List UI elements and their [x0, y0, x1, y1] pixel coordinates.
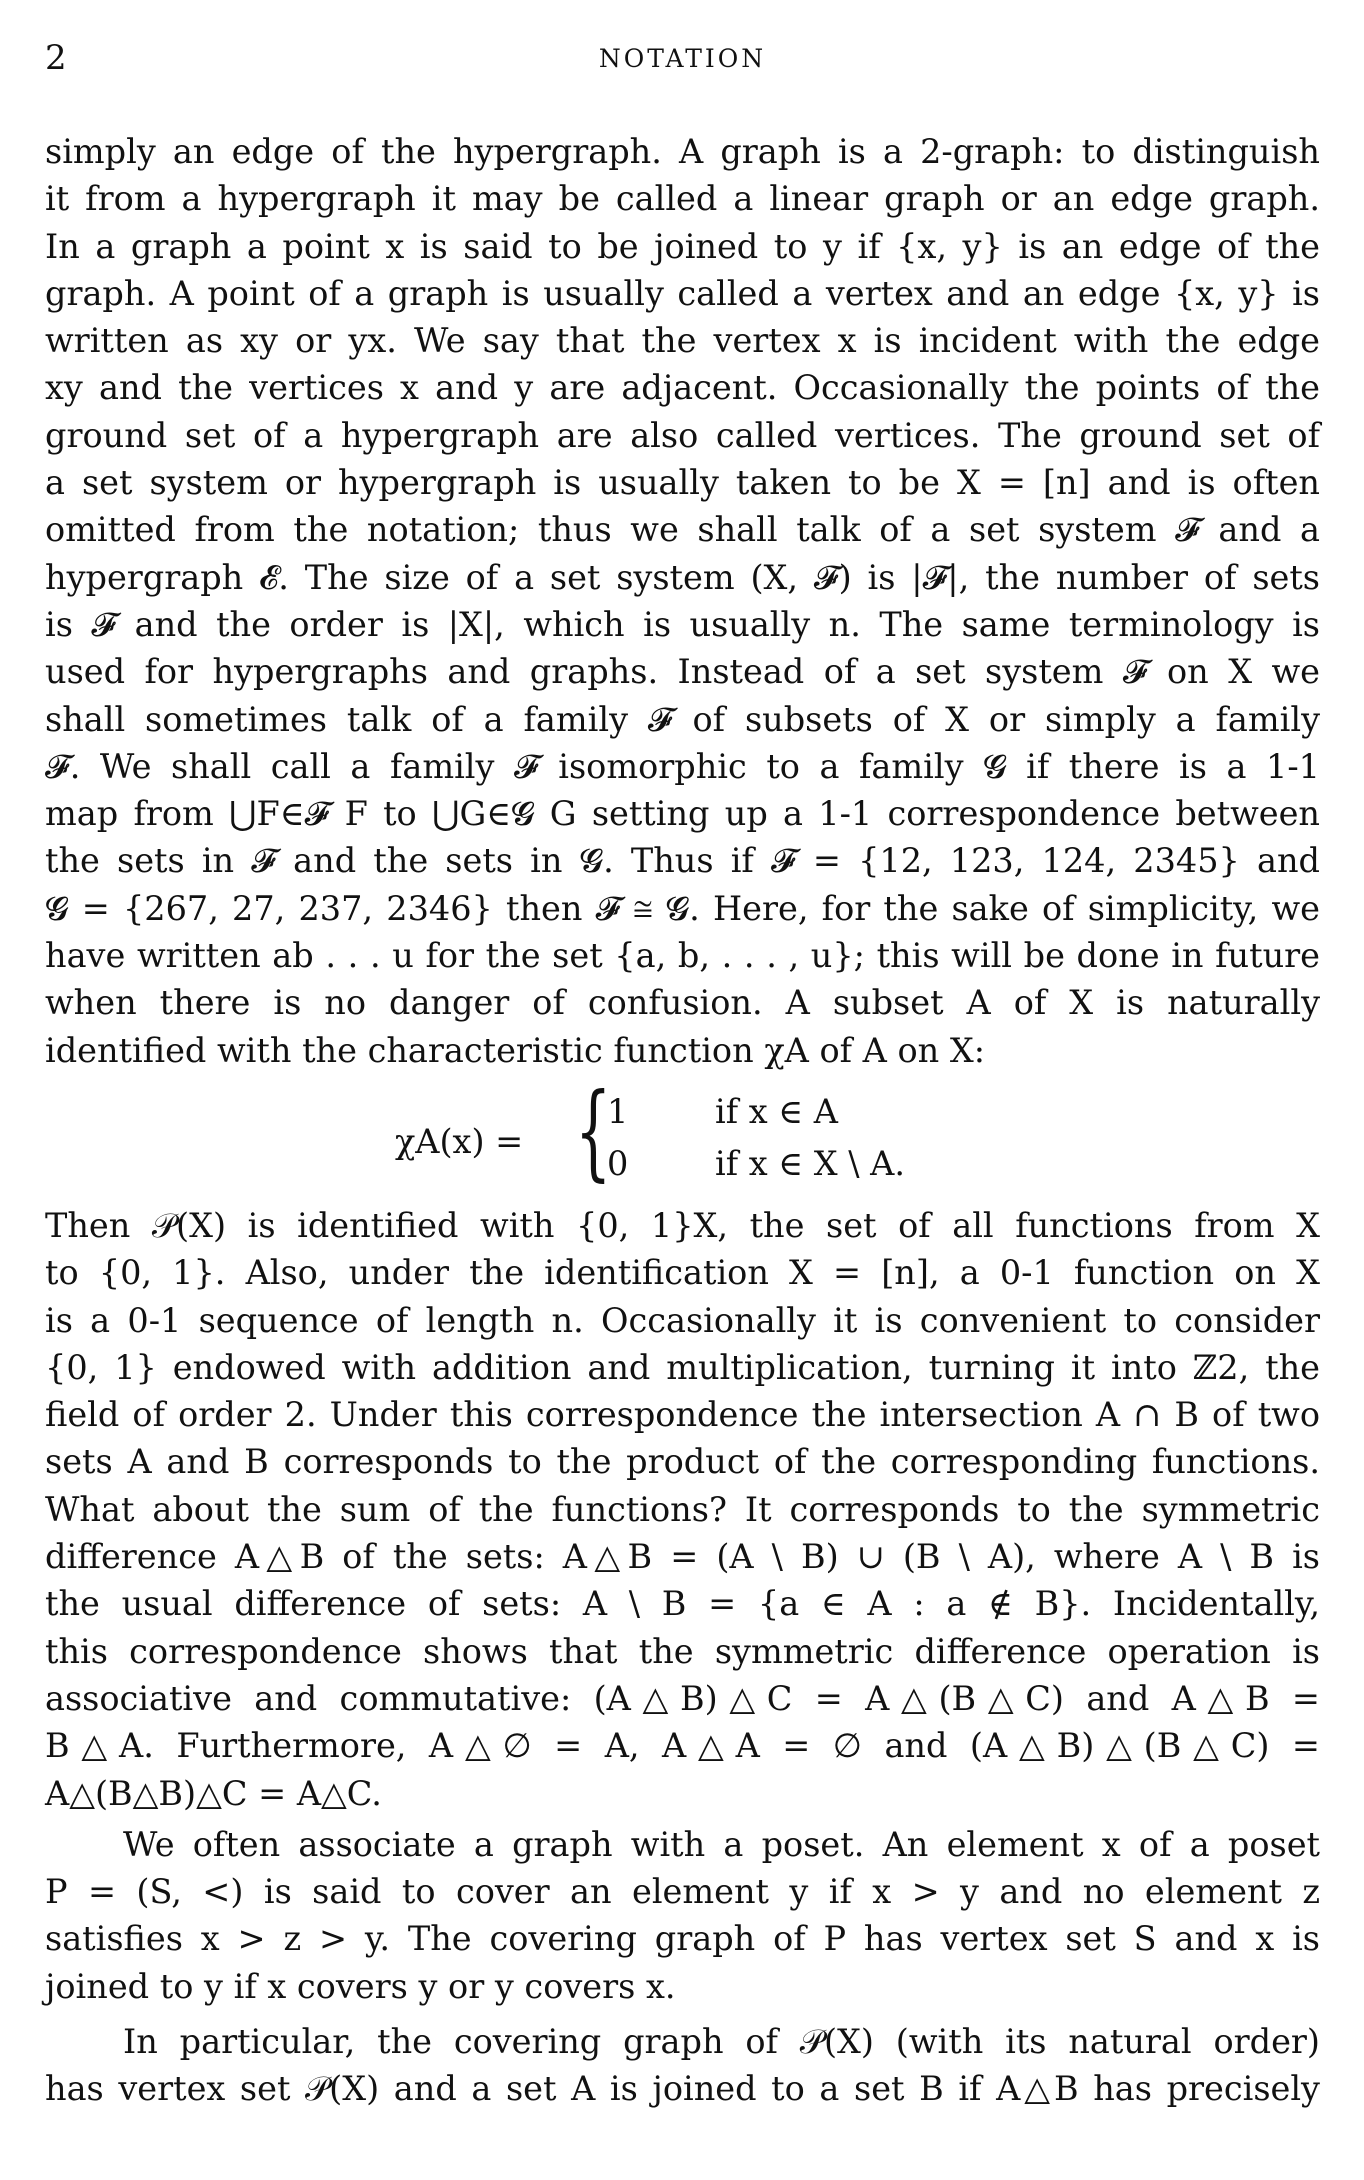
text-line: Then 𝒫(X) is identified with {0, 1}X, the set of all functions from X: [45, 1205, 1320, 1245]
text-line: {0, 1} endowed with addition and multiplication, turning it into ℤ2, the: [45, 1347, 1320, 1387]
text-line: when there is no danger of confusion. A subset A of X is naturally: [45, 983, 1320, 1023]
text-line: ground set of a hypergraph are also called vertices. The ground set of: [45, 415, 1320, 455]
case-value: 0: [607, 1143, 629, 1183]
text-line: it from a hypergraph it may be called a linear graph or an edge graph.: [45, 179, 1320, 219]
equation-lhs: χA(x) =: [395, 1121, 524, 1161]
paragraph-1: [45, 128, 1320, 1074]
text-line: associative and commutative: (A△B)△C = A△(B△C) and A△B =: [45, 1678, 1320, 1718]
text-line: graph. A point of a graph is usually called a vertex and an edge {x, y} is: [45, 273, 1320, 313]
text-line: In a graph a point x is said to be joined to y if {x, y} is an edge of the: [45, 226, 1320, 266]
case-condition: if x ∈ A: [715, 1091, 838, 1131]
text-line: field of order 2. Under this correspondence the intersection A ∩ B of two: [45, 1395, 1320, 1435]
text-line: satisfies x > z > y. The covering graph of P has vertex set S and x is: [45, 1919, 1320, 1959]
equation-case-1: [607, 1088, 838, 1135]
paragraph-2: [45, 1202, 1320, 1817]
text-line: used for hypergraphs and graphs. Instead of a set system 𝓕 on X we: [45, 652, 1320, 692]
text-line: the sets in 𝓕 and the sets in 𝓖. Thus if 𝓕 = {12, 123, 124, 2345} and: [45, 841, 1320, 881]
case-condition: if x ∈ X \ A.: [715, 1143, 906, 1183]
text-line: hypergraph 𝓔. The size of a set system (X, 𝓕) is |𝓕|, the number of sets: [45, 557, 1320, 597]
text-line: shall sometimes talk of a family 𝓕 of subsets of X or simply a family: [45, 699, 1320, 739]
text-line: omitted from the notation; thus we shall talk of a set system 𝓕 and a: [45, 510, 1320, 550]
text-line: this correspondence shows that the symmetric difference operation is: [45, 1631, 1320, 1671]
text-line: is 𝓕 and the order is |X|, which is usually n. The same terminology is: [45, 604, 1320, 644]
text-line: 𝓕. We shall call a family 𝓕 isomorphic to a family 𝓖 if there is a 1-1: [45, 746, 1320, 786]
text-line: sets A and B corresponds to the product of the corresponding functions.: [45, 1442, 1320, 1482]
text-line: simply an edge of the hypergraph. A graph is a 2-graph: to distinguish: [45, 132, 1320, 171]
text-line: 𝓖 = {267, 27, 237, 2346} then 𝓕 ≅ 𝓖. Here, for the sake of simplicity, we: [45, 888, 1320, 928]
paragraph-3: [45, 1821, 1320, 2010]
text-line: B△A. Furthermore, A△∅ = A, A△A = ∅ and (A△B)△(B△C) =: [45, 1726, 1320, 1766]
text-line: joined to y if x covers y or y covers x.: [45, 1966, 676, 2006]
page-body: [45, 128, 1320, 2113]
display-equation: [45, 1069, 1320, 1200]
text-line: difference A△B of the sets: A△B = (A \ B) ∪ (B \ A), where A \ B is: [45, 1537, 1320, 1577]
text-line: written as xy or yx. We say that the vertex x is incident with the edge: [45, 321, 1320, 361]
text-line: the usual difference of sets: A \ B = {a ∈ A : a ∉ B}. Incidentally,: [45, 1584, 1320, 1624]
page-number: 2: [45, 38, 67, 78]
page-header: [45, 38, 1320, 78]
text-line: map from ⋃F∈𝓕 F to ⋃G∈𝓖 G setting up a 1-1 correspondence between: [45, 794, 1320, 834]
text-line: to {0, 1}. Also, under the identification X = [n], a 0-1 function on X: [45, 1253, 1320, 1293]
text-line: have written ab . . . u for the set {a, b, . . . , u}; this will be done in future: [45, 936, 1320, 976]
cases-brace: {: [575, 1069, 612, 1192]
text-line: P = (S, <) is said to cover an element y if x > y and no element z: [45, 1872, 1320, 1912]
text-line: identified with the characteristic function χA of A on X:: [45, 1030, 986, 1070]
case-value: 1: [607, 1091, 629, 1131]
text-line: We often associate a graph with a poset. An element x of a poset: [123, 1824, 1320, 1864]
text-line: A△(B△B)△C = A△C.: [45, 1773, 382, 1813]
running-head: NOTATION: [598, 44, 767, 73]
text-line: a set system or hypergraph is usually taken to be X = [n] and is often: [45, 463, 1320, 503]
paragraph-4: [45, 2018, 1320, 2113]
equation-case-2: [607, 1140, 906, 1187]
text-line: has vertex set 𝒫(X) and a set A is joined to a set B if A△B has precisely: [45, 2069, 1320, 2109]
text-line: In particular, the covering graph of 𝒫(X) (with its natural order): [123, 2021, 1320, 2061]
text-line: is a 0-1 sequence of length n. Occasionally it is convenient to consider: [45, 1300, 1320, 1340]
text-line: What about the sum of the functions? It corresponds to the symmetric: [45, 1489, 1320, 1529]
text-line: xy and the vertices x and y are adjacent. Occasionally the points of the: [45, 368, 1320, 408]
